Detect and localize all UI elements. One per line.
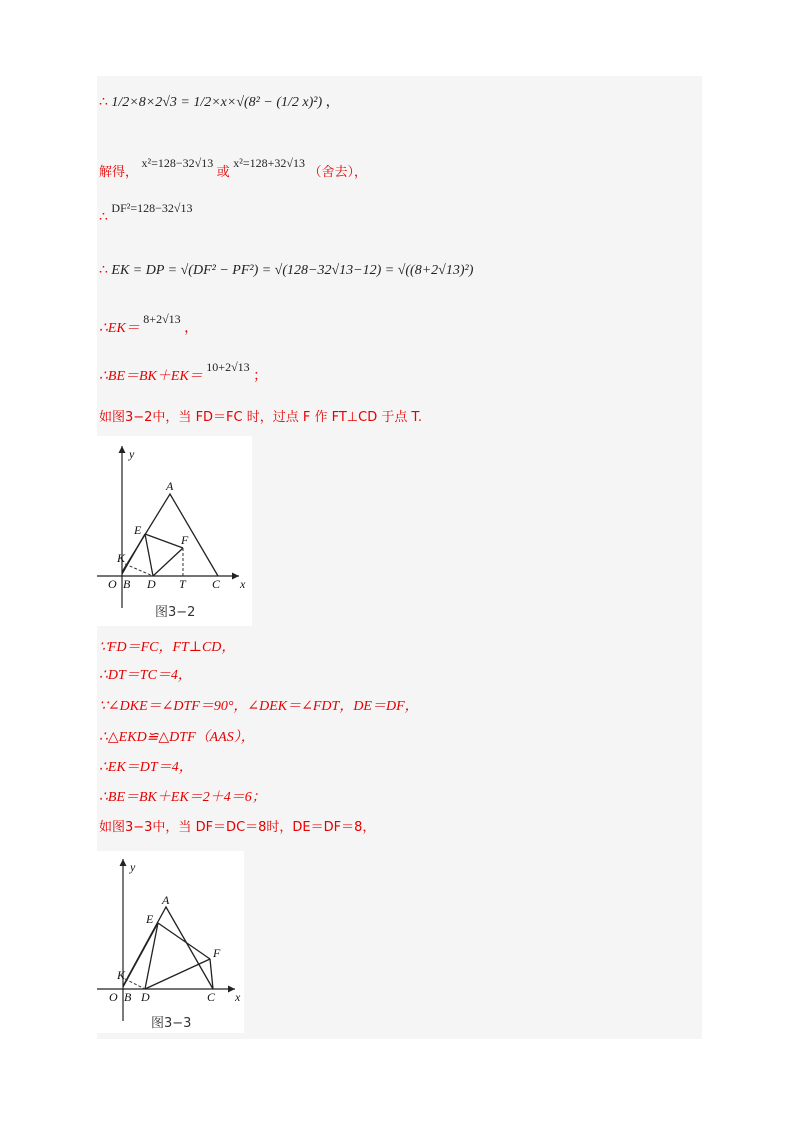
label-b: B (123, 577, 131, 591)
proof-line-5 (99, 758, 193, 778)
ek-prefix: ∴EK＝ (99, 321, 140, 336)
segment-ef (158, 923, 210, 959)
label-x: x (235, 990, 241, 1004)
segment-df (145, 959, 210, 989)
proof-text: ∴BE＝BK＋EK＝2＋4＝6； (99, 790, 266, 805)
figure-3-2-caption: 图3−2 (155, 605, 196, 620)
therefore-symbol: ∴ (99, 263, 108, 278)
label-f: F (213, 946, 221, 960)
figure-3-2-diagram (97, 436, 252, 626)
proof-text: ∴EK＝DT＝4， (99, 760, 193, 775)
figure-3-2 (97, 436, 252, 626)
label-k: K (117, 551, 126, 565)
be-value-line (99, 360, 268, 387)
label-c: C (207, 990, 216, 1004)
segment-ed (145, 534, 153, 576)
label-a: A (162, 893, 170, 907)
ek-derivation: EK = DP = √(DF² − PF²) = √(128−32√13−12) = √((8+2√13)²) (111, 263, 474, 278)
case-3-2-text: 如图3−2中，当 FD＝FC 时，过点 F 作 FT⊥CD 于点 T. (99, 410, 423, 425)
therefore-symbol: ∴ (99, 95, 108, 110)
figure-3-3 (97, 851, 244, 1033)
label-y: y (130, 860, 136, 874)
label-o: O (109, 990, 118, 1004)
figure-3-3-caption: 图3−3 (151, 1016, 192, 1031)
segment-be (122, 534, 145, 574)
solution-suffix: （舍去）， (308, 165, 367, 180)
ek-value-line (99, 312, 199, 339)
df-squared-line (99, 201, 193, 228)
case-3-3-intro (99, 818, 375, 838)
segment-df (153, 548, 183, 576)
triangle-abc (123, 907, 213, 989)
punctuation: ； (253, 369, 268, 384)
or-word: 或 (216, 165, 230, 180)
proof-text: ∵FD＝FC，FT⊥CD， (99, 640, 236, 655)
therefore-symbol: ∴ (99, 210, 108, 225)
segment-be (123, 923, 158, 987)
proof-line-6 (99, 788, 266, 808)
proof-text: ∴△EKD≌△DTF（AAS）， (99, 730, 255, 745)
proof-line-4 (99, 728, 255, 748)
equation-area (99, 93, 340, 113)
segment-ef (145, 534, 183, 548)
ek-derivation-line (99, 261, 473, 281)
label-x: x (240, 577, 246, 591)
proof-line-1 (99, 638, 235, 658)
area-equation: 1/2×8×2√3 = 1/2×x×√(8² − (1/2 x)²) (111, 95, 323, 110)
figure-3-3-diagram (97, 851, 244, 1033)
label-e: E (134, 523, 142, 537)
label-c: C (212, 577, 221, 591)
label-d: D (147, 577, 156, 591)
solution-line (99, 156, 367, 183)
segment-kd (125, 979, 145, 989)
label-f: F (181, 533, 189, 547)
label-a: A (166, 479, 174, 493)
label-y: y (129, 447, 135, 461)
proof-text: ∴DT＝TC＝4， (99, 668, 192, 683)
label-e: E (146, 912, 154, 926)
proof-text: ∵∠DKE＝∠DTF＝90°，∠DEK＝∠FDT，DE＝DF， (99, 699, 419, 714)
label-t: T (179, 577, 186, 591)
ek-value: 8+2√13 (143, 312, 181, 326)
proof-line-3 (99, 697, 419, 717)
be-value: 10+2√13 (206, 360, 250, 374)
label-o: O (108, 577, 117, 591)
case-3-3-text: 如图3−3中，当 DF＝DC＝8时，DE＝DF＝8， (99, 820, 376, 835)
case-3-2-intro (99, 408, 422, 428)
label-d: D (141, 990, 150, 1004)
be-prefix: ∴BE＝BK＋EK＝ (99, 369, 203, 384)
label-b: B (124, 990, 132, 1004)
punctuation: ， (325, 95, 340, 110)
solution-two: x²=128+32√13 (233, 156, 305, 170)
df-squared: DF²=128−32√13 (111, 201, 193, 215)
solution-one: x²=128−32√13 (141, 156, 214, 170)
solution-prefix: 解得， (99, 165, 139, 180)
punctuation: ， (184, 321, 199, 336)
segment-kd (125, 564, 153, 576)
proof-line-2 (99, 666, 192, 686)
label-k: K (117, 968, 126, 982)
